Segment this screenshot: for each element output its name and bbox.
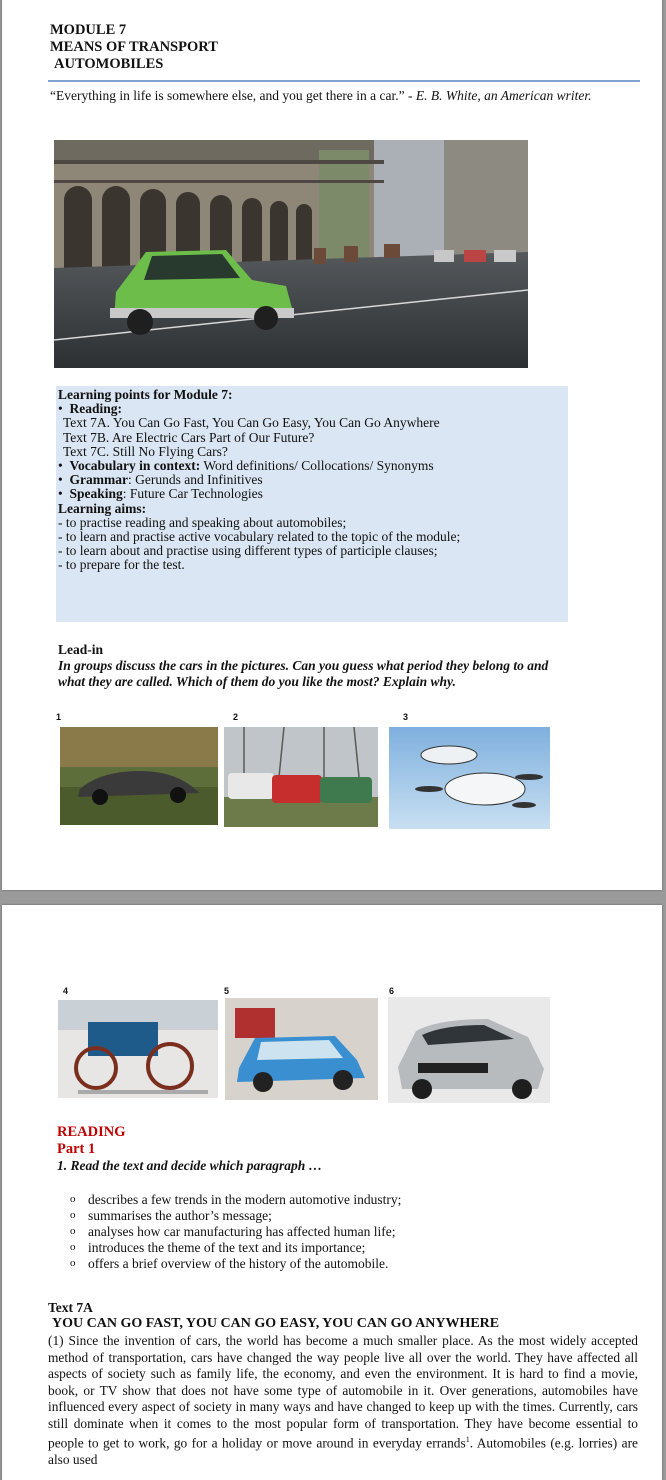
picture-soviet-cars	[224, 727, 378, 827]
picture-modern-suv	[388, 997, 550, 1103]
quote-author: E. B. White, an American writer.	[415, 88, 592, 103]
page-1	[2, 0, 662, 890]
module-title: MODULE 7	[50, 22, 127, 38]
grammar-point: • Grammar: Gerunds and Infinitives	[58, 472, 263, 488]
grammar-label: Grammar	[69, 472, 128, 488]
reading-item-7a: Text 7A. You Can Go Fast, You Can Go Easy, You Can Go Anywhere	[63, 415, 440, 431]
lead-in-section	[58, 642, 558, 690]
vocab-point: • Vocabulary in context: Word definitions/ Collocations/ Synonyms	[58, 458, 434, 474]
module-topic: AUTOMOBILES	[54, 56, 164, 72]
picture-zaporozhets	[225, 998, 378, 1100]
paragraph-options-list	[70, 1192, 401, 1272]
reading-label: Reading:	[69, 401, 122, 417]
picture-vintage-car	[58, 1000, 218, 1098]
quote-text: “Everything in life is somewhere else, and you get there in a car.” -	[50, 88, 413, 103]
option-item: o introduces the theme of the text and its importance;	[70, 1240, 401, 1256]
learning-points-box	[56, 386, 568, 622]
learning-aims-title: Learning aims:	[58, 500, 147, 516]
aim-item: - to prepare for the test.	[58, 557, 185, 573]
picture-number-4: 4	[63, 986, 69, 996]
havana-street-photo	[54, 140, 528, 368]
option-item: o describes a few trends in the modern automotive industry;	[70, 1192, 401, 1208]
reading-item-7c: Text 7C. Still No Flying Cars?	[63, 443, 228, 459]
speaking-label: Speaking	[69, 486, 123, 502]
lead-in-instruction: In groups discuss the cars in the pictures. Can you guess what period they belong to and what they are called. Which of them do you like the most? Explain why.	[58, 658, 549, 689]
vocab-value: Word definitions/ Collocations/ Synonyms	[203, 458, 434, 474]
paragraph-body: (1) Since the invention of cars, the world has become a much smaller place. As the most widely accepted method of transportation, cars have changed the way people live all over the world. They have affected all aspects of society such as family life, the economy, and even the environment. It is hard to find a movie, book, or TV show that does not have some type of automobile in it. Over generations, automobiles have influenced every aspect of society in many ways and have changed to keep up with the times. Currently, cars still dominate when it comes to the most popular form of transportation. They have become essential to people to get to work, go for a holiday or move around in everyday errands	[48, 1333, 638, 1451]
header-divider	[48, 80, 640, 82]
option-item: o offers a brief overview of the history of the automobile.	[70, 1256, 401, 1272]
option-item: o summarises the author’s message;	[70, 1208, 401, 1224]
text-label: Text 7A	[48, 1300, 93, 1315]
part-heading: Part 1	[57, 1141, 96, 1157]
text-paragraph-1	[48, 1333, 638, 1468]
task-instruction: 1. Read the text and decide which paragraph …	[57, 1158, 323, 1173]
module-subtitle: MEANS OF TRANSPORT	[50, 39, 218, 55]
picture-number-3: 3	[403, 712, 409, 722]
aim-item: - to learn about and practise using different types of participle clauses;	[58, 543, 438, 559]
picture-sports-car	[60, 727, 218, 825]
speaking-value: : Future Car Technologies	[122, 486, 263, 502]
lead-in-title: Lead-in	[58, 642, 104, 657]
footnote-mark: 1	[465, 1435, 470, 1444]
speaking-point: • Speaking: Future Car Technologies	[58, 486, 263, 502]
aim-item: - to practise reading and speaking about automobiles;	[58, 514, 347, 530]
reading-item-7b: Text 7B. Are Electric Cars Part of Our Future?	[63, 429, 315, 445]
picture-number-6: 6	[389, 986, 395, 996]
epigraph-quote	[50, 88, 640, 104]
picture-number-2: 2	[233, 712, 239, 722]
learning-points-title: Learning points for Module 7:	[58, 387, 233, 402]
vocab-label: Vocabulary in context:	[69, 458, 201, 474]
picture-flying-car	[389, 727, 550, 829]
option-item: o analyses how car manufacturing has affected human life;	[70, 1224, 401, 1240]
aim-item: - to learn and practise active vocabulary related to the topic of the module;	[58, 529, 461, 545]
reading-heading: READING	[57, 1124, 126, 1140]
picture-number-5: 5	[224, 986, 230, 996]
text-title: YOU CAN GO FAST, YOU CAN GO EASY, YOU CAN GO ANYWHERE	[52, 1316, 500, 1331]
grammar-value: : Gerunds and Infinitives	[127, 472, 263, 488]
reading-point: • Reading:	[58, 401, 122, 417]
picture-number-1: 1	[56, 712, 62, 722]
paragraph-tail: . Automobiles (e.g. lorries) are also used	[48, 1435, 638, 1467]
